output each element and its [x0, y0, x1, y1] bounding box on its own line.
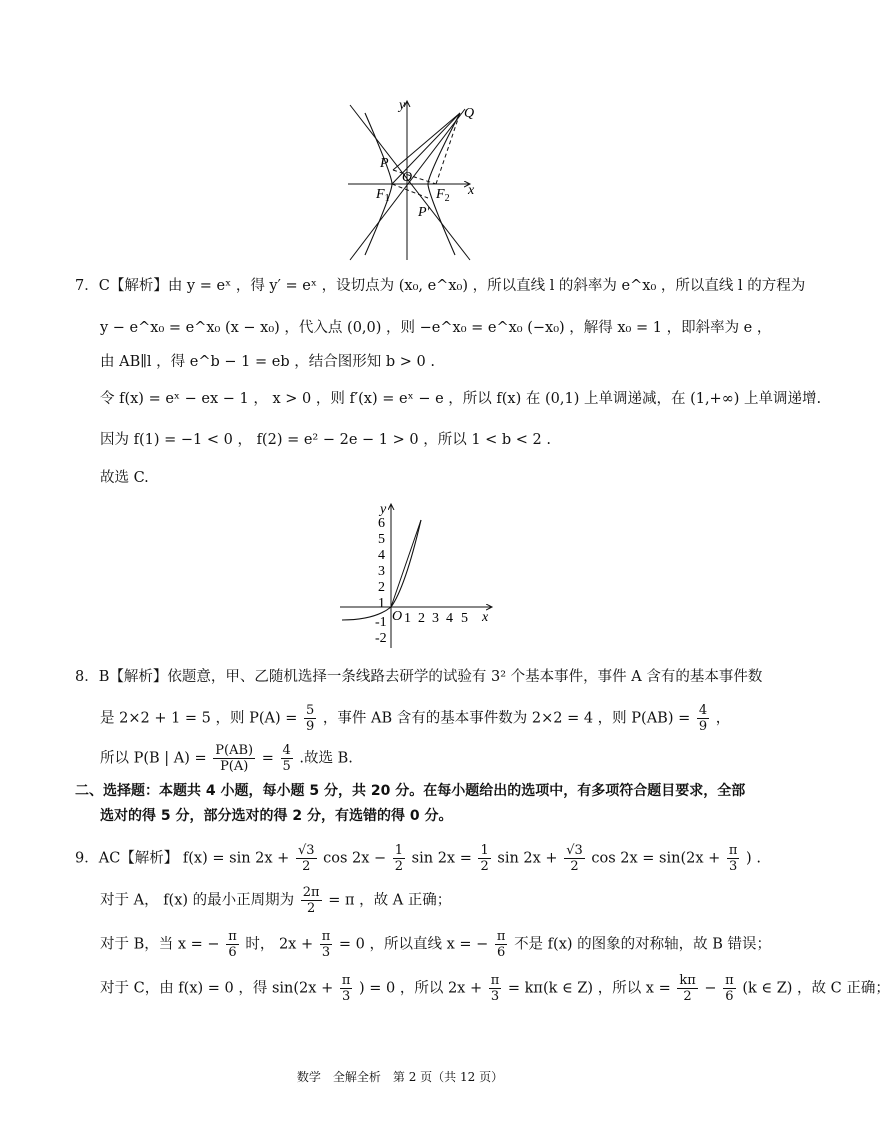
q9-line-1: 9．AC【解析】 f(x) = sin 2x + $\frac{√3}{2}$ cos 2x − $\frac{1}{2}$ sin 2x = $\frac{1}{2}$ sin 2x + $\frac{√3}{2}$ cos 2x = sin(2x + $\frac{\pi}{3}$ ) .: [75, 843, 761, 874]
y-tick-4: 4: [378, 548, 385, 563]
fraction: $\frac{\pi}{3}$: [490, 973, 500, 1004]
label-x: x: [468, 183, 475, 198]
x-tick-2: 2: [418, 611, 425, 626]
label-q: Q: [464, 106, 475, 121]
label-p-prime: P': [418, 205, 430, 220]
y-tick-2: 2: [378, 580, 385, 595]
fraction: $\frac{4}{9}$: [698, 703, 708, 734]
q7-line-5: 因为 f(1) = −1 < 0 ， f(2) = e² − 2e − 1 > 0 ，所以 1 < b < 2 .: [100, 432, 552, 448]
fraction: $\frac{5}{9}$: [306, 703, 315, 734]
fraction: $\frac{2\pi}{2}$: [302, 885, 320, 916]
q7-line-2: y − e^x₀ = e^x₀ (x − x₀) ，代入点 (0,0) ，则 −e^x₀ = e^x₀ (−x₀) ，解得 x₀ = 1 ，即斜率为 e ，: [100, 320, 772, 336]
fraction: $\frac{\pi}{3}$: [728, 843, 738, 874]
label-f1: $F_1$: [376, 187, 390, 204]
section-2-heading-line-2: 选对的得 5 分，部分选对的得 2 分，有选错的得 0 分。: [100, 808, 453, 824]
x-tick-3: 3: [432, 611, 439, 626]
q8-line-1: 8．B【解析】依题意，甲、乙随机选择一条线路去研学的试验有 3² 个基本事件，事件 A 含有的基本事件数: [75, 669, 763, 685]
label-o: O: [392, 609, 403, 624]
exp-graph-figure: [330, 498, 500, 658]
fraction: $\frac{4}{5}$: [282, 743, 291, 774]
y-tick-neg1: -1: [375, 615, 387, 630]
page-footer: 数学 全解全析 第 2 页（共 12 页）: [296, 1070, 504, 1084]
q9-line-4: 对于 C，由 f(x) = 0 ，得 sin(2x + $\frac{\pi}{3}$ ) = 0 ，所以 2x + $\frac{\pi}{3}$ = kπ(k ∈ Z) ，所以 x = $\frac{k\pi}{2}$ − $\frac{\pi}{6}$ (k ∈ Z) ，故 C 正确；: [100, 973, 890, 1004]
q7-line-1: 7．C【解析】由 y = eˣ ，得 y′ = eˣ ，设切点为 (x₀, e^x₀) ，所以直线 l 的斜率为 e^x₀ ，所以直线 l 的方程为: [75, 278, 806, 294]
fraction: $\frac{1}{2}$: [480, 843, 489, 874]
label-x: x: [482, 610, 489, 625]
fraction: $\frac{\pi}{3}$: [321, 929, 331, 960]
fraction: $\frac{\pi}{6}$: [725, 973, 734, 1004]
q9-line-3: 对于 B，当 x = − $\frac{\pi}{6}$ 时， 2x + $\frac{\pi}{3}$ = 0 ，所以直线 x = − $\frac{\pi}{6}$ 不是 f(x) 的图象的对称轴，故 B 错误；: [100, 929, 772, 960]
x-tick-4: 4: [446, 611, 453, 626]
fraction: $\frac{1}{2}$: [394, 843, 404, 874]
fraction: $\frac{\pi}{6}$: [228, 929, 237, 960]
q8-line-2: 是 2×2 + 1 = 5 ，则 P(A) = $\frac{5}{9}$ ，事件 AB 含有的基本事件数为 2×2 = 4 ，则 P(AB) = $\frac{4}{9}$ ，: [100, 703, 731, 734]
y-tick-6: 6: [378, 516, 385, 531]
fraction: $\frac{P(AB)}{P(A)}$: [215, 743, 254, 774]
fraction: $\frac{k\pi}{2}$: [679, 973, 696, 1004]
q8-line-3: 所以 P(B | A) = $\frac{P(AB)}{P(A)}$ = $\frac{4}{5}$ .故选 B.: [100, 743, 353, 774]
fraction: $\frac{\pi}{3}$: [341, 973, 351, 1004]
x-tick-1: 1: [404, 611, 411, 626]
q7-line-3: 由 AB∥l ，得 e^b − 1 = eb ，结合图形知 b > 0 .: [100, 354, 435, 370]
fraction: $\frac{\pi}{6}$: [496, 929, 506, 960]
label-y: y: [399, 98, 406, 113]
section-2-heading-line-1: 二、选择题：本题共 4 小题，每小题 5 分，共 20 分。在每小题给出的选项中，有多项符合题目要求，全部: [75, 783, 746, 799]
y-tick-neg2: -2: [375, 631, 387, 646]
label-p: P: [380, 156, 389, 171]
y-tick-5: 5: [378, 532, 385, 547]
y-tick-1: 1: [378, 596, 385, 611]
y-tick-3: 3: [378, 564, 385, 579]
q7-line-4: 令 f(x) = eˣ − ex − 1 ， x > 0 ，则 f′(x) = eˣ − e ，所以 f(x) 在 (0,1) 上单调递减，在 (1,+∞) 上单调递增.: [100, 391, 822, 407]
label-f2: $F_2$: [436, 187, 450, 204]
label-y: y: [380, 502, 387, 517]
q9-line-2: 对于 A， f(x) 的最小正周期为 $\frac{2\pi}{2}$ = π ，故 A 正确；: [100, 885, 452, 916]
x-tick-5: 5: [461, 611, 468, 626]
dashed-line: [392, 184, 428, 198]
fraction: $\frac{√3}{2}$: [566, 843, 583, 874]
fraction: $\frac{√3}{2}$: [297, 843, 315, 874]
hyperbola-figure: [340, 95, 500, 265]
tangent-line: [391, 520, 421, 607]
q7-line-6: 故选 C.: [100, 470, 149, 486]
label-o: O: [402, 170, 413, 185]
